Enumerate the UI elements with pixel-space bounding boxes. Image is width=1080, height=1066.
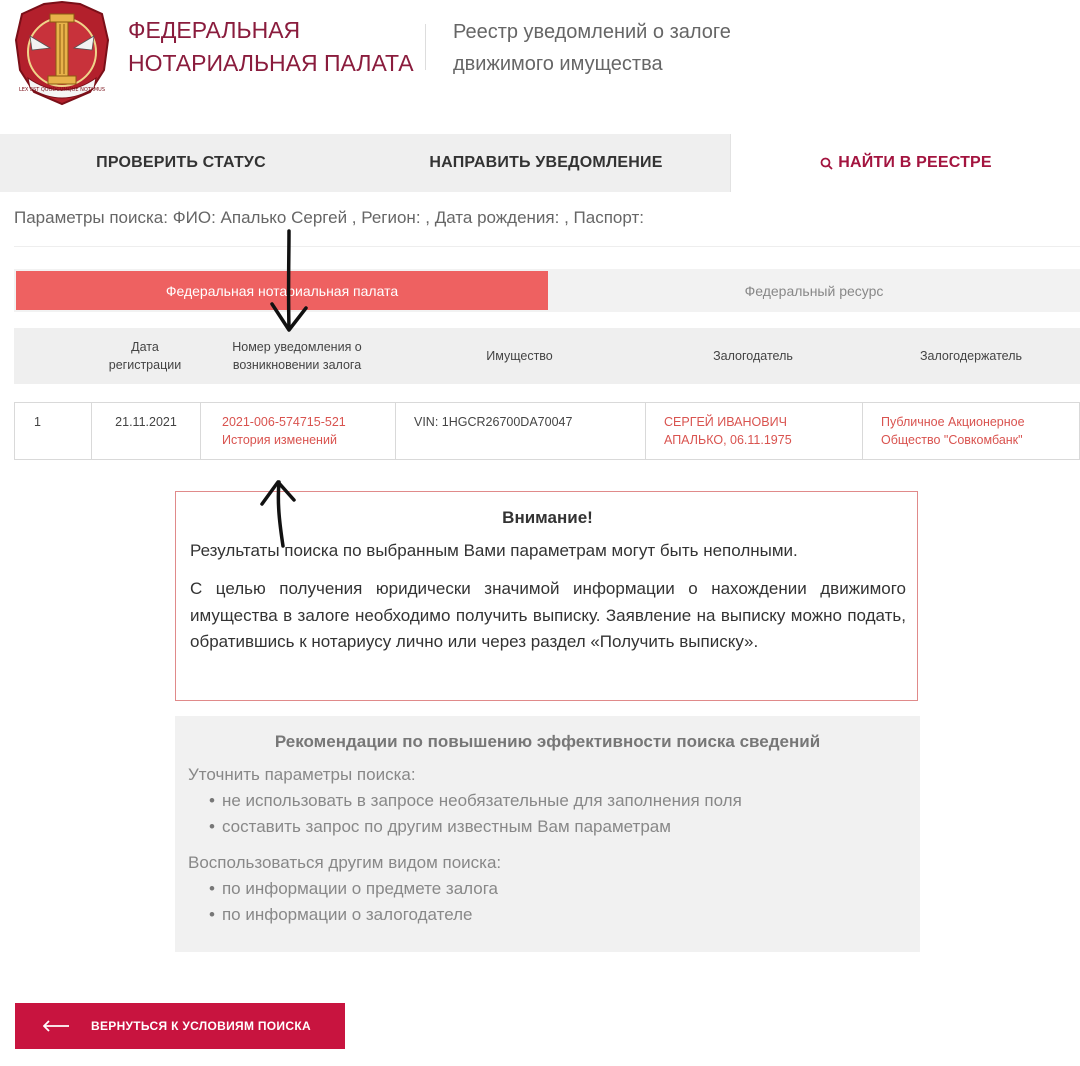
recommendations-heading-1: Уточнить параметры поиска: (188, 765, 416, 784)
recommendations-title: Рекомендации по повышению эффективности поиска сведений (274, 732, 821, 751)
registry-title-line2: движимого имущества (453, 53, 663, 75)
col-header-pledgee: Залогодержатель (919, 349, 1022, 363)
tab-federal-notary-chamber-label: Федеральная нотариальная палата (165, 282, 399, 299)
tab-send-notice[interactable] (362, 134, 730, 192)
cell-notice (200, 403, 396, 459)
cell-property: VIN: 1HGCR26700DA70047 (395, 403, 645, 459)
recommendations-heading-2: Воспользоваться другим видом поиска: (188, 853, 502, 872)
recommendations-box (175, 716, 920, 952)
notice-number-link[interactable]: 2021-006-574715-521 (222, 415, 346, 429)
emblem-motto-text: LEX EST QUODCUMQUE NOTAMUS (18, 87, 106, 93)
tab-send-notice-label: НАПРАВИТЬ УВЕДОМЛЕНИЕ (429, 154, 663, 171)
list-item: • составить запрос по другим известным Вам параметрам (209, 817, 671, 837)
attention-box (175, 491, 918, 701)
org-name-line2: НОТАРИАЛЬНАЯ ПАЛАТА (128, 50, 414, 76)
list-item: • не использовать в запросе необязательные для заполнения поля (209, 791, 742, 811)
col-header-index (14, 328, 91, 384)
tab-federal-notary-chamber[interactable] (16, 271, 548, 310)
org-name[interactable] (128, 14, 414, 80)
search-icon (820, 157, 833, 170)
back-to-search-button[interactable] (15, 1003, 345, 1049)
main-nav (0, 134, 1080, 192)
search-params: Параметры поиска: ФИО: Апалько Сергей , Регион: , Дата рождения: , Паспорт: (14, 208, 644, 227)
tab-search-registry-label: НАЙТИ В РЕЕСТРЕ (838, 154, 992, 171)
attention-title: Внимание! (502, 508, 593, 527)
cell-pledgor (645, 403, 863, 459)
divider (14, 246, 1080, 247)
pledgor-link[interactable]: СЕРГЕЙ ИВАНОВИЧ АПАЛЬКО, 06.11.1975 (664, 415, 792, 447)
tab-check-status-label: ПРОВЕРИТЬ СТАТУС (96, 154, 266, 171)
change-history-link[interactable]: История изменений (222, 433, 337, 447)
attention-text-1: Результаты поиска по выбранным Вами параметрам могут быть неполными. (190, 541, 798, 560)
col-header-pledgor: Залогодатель (713, 349, 793, 363)
tab-federal-resource[interactable] (548, 269, 1080, 312)
list-item: • по информации о предмете залога (209, 879, 498, 899)
cell-index: 1 (34, 415, 41, 429)
col-header-date: Дата регистрации (108, 340, 182, 372)
registry-title (453, 16, 731, 80)
tab-check-status[interactable] (0, 134, 362, 192)
source-tabs (14, 269, 1080, 312)
table-header (14, 328, 1080, 384)
tab-federal-resource-label: Федеральный ресурс (744, 282, 884, 299)
pledgee-link[interactable]: Публичное Акционерное Общество "Совкомбанк" (881, 415, 1025, 447)
arrow-left-icon (15, 1020, 91, 1032)
cell-date: 21.11.2021 (91, 403, 200, 459)
org-name-line1: ФЕДЕРАЛЬНАЯ (128, 17, 301, 43)
registry-title-line1: Реестр уведомлений о залоге (453, 21, 731, 43)
col-header-property: Имущество (486, 349, 553, 363)
col-header-notice-number: Номер уведомления о возникновении залога (232, 340, 362, 372)
list-item: • по информации о залогодателе (209, 905, 472, 925)
notary-chamber-emblem-icon[interactable] (14, 0, 110, 108)
header-divider (425, 24, 426, 70)
table-row (14, 402, 1080, 460)
attention-text-2: С целью получения юридически значимой информации о нахождении движимого имущества в залоге необходимо получить выписку. Заявление на выписку можно подать, обратившись к нотариусу лично или через раздел «Получить выписку». (190, 579, 906, 651)
tab-search-registry[interactable] (730, 134, 1080, 192)
cell-pledgee (862, 403, 1079, 459)
back-to-search-label: ВЕРНУТЬСЯ К УСЛОВИЯМ ПОИСКА (91, 1019, 311, 1033)
